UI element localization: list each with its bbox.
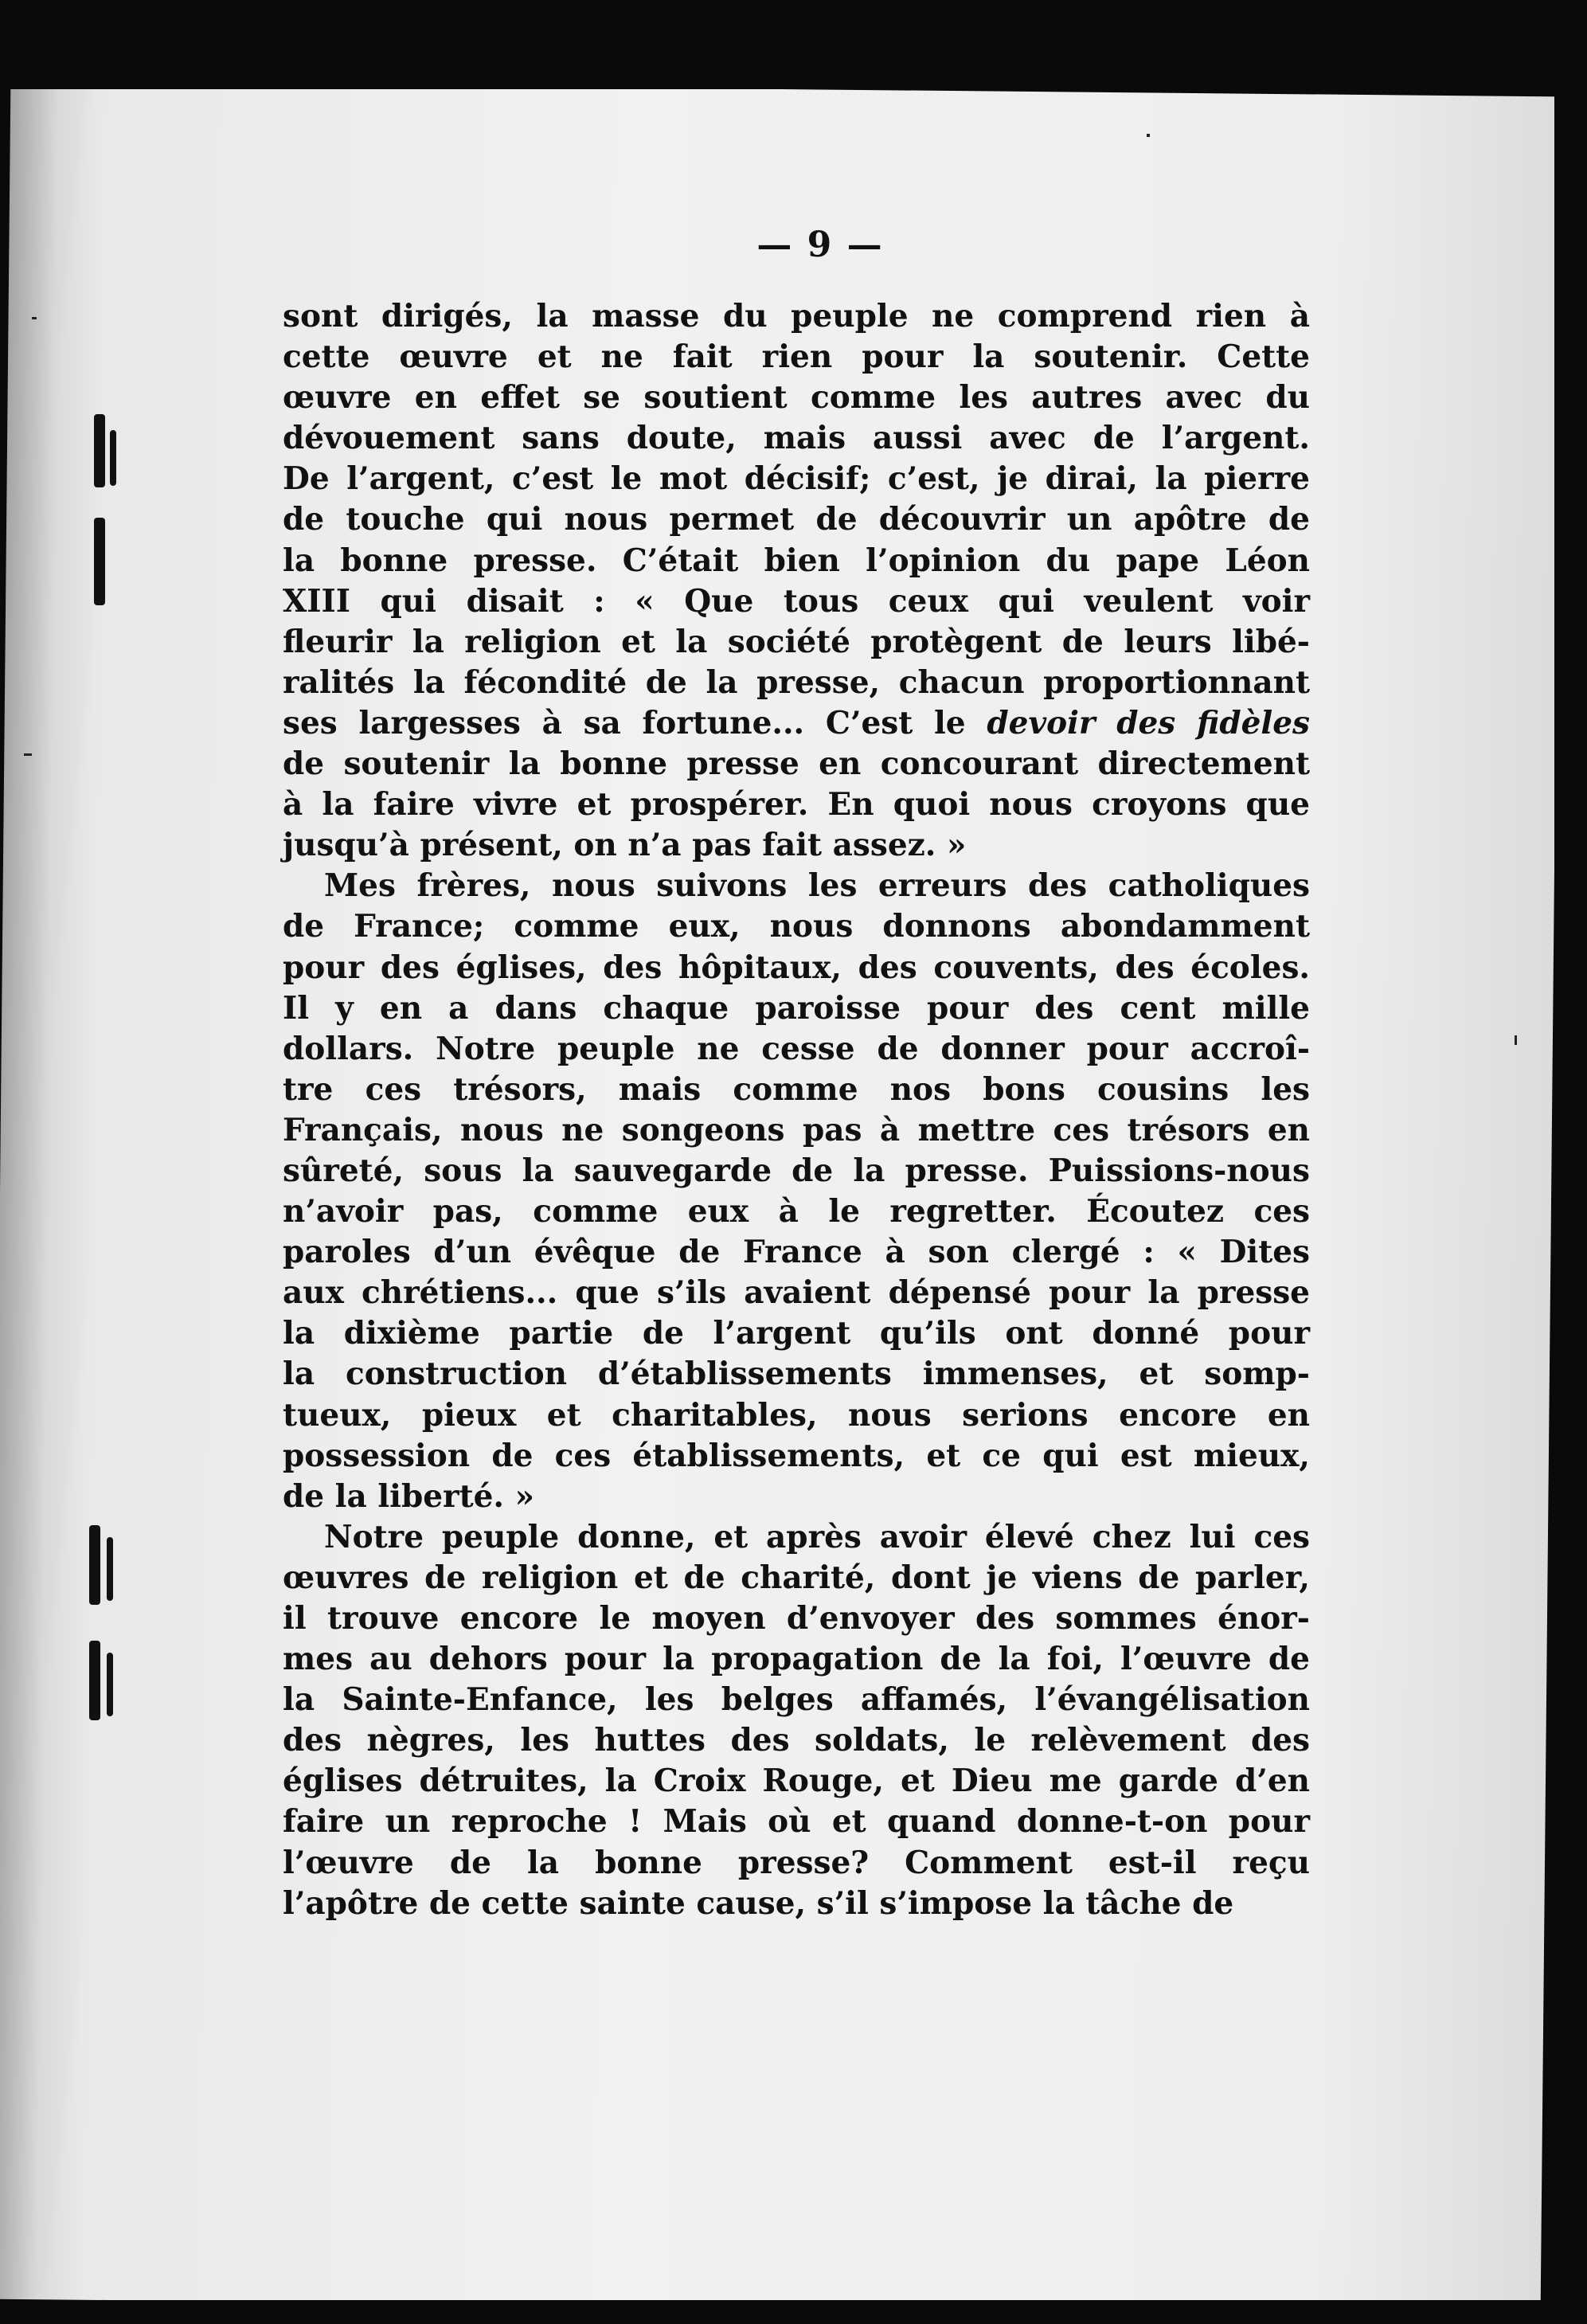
text-line: possession de ces établissements, et ce qui est mieux, [283,1437,1310,1474]
binding-mark [89,1525,100,1605]
binding-mark [110,430,116,486]
scan-speck [1515,1035,1517,1045]
italic-emphasis: devoir des fidèles [987,704,1310,741]
text-line: Mes frères, nous suivons les erreurs des catholiques [324,867,1310,905]
text-line: de touche qui nous permet de découvrir un apôtre de [283,501,1310,538]
page-edge-shadow [0,82,58,2299]
text-line: Il y en a dans chaque paroisse pour des cent mille [283,989,1310,1027]
text-line: des nègres, les huttes des soldats, le relèvement des [283,1722,1310,1759]
text-line: fleurir la religion et la société protègent de leurs libé- [283,623,1310,660]
text-line: la Sainte-Enfance, les belges affamés, l’évangélisation [283,1681,1310,1719]
text-line: dollars. Notre peuple ne cesse de donner pour accroî- [283,1030,1310,1067]
body-text [283,296,1310,2128]
top-scan-border [0,0,1587,89]
text-line: ses largesses à sa fortune... C’est le devoir des fidèles [283,704,1310,741]
binding-mark [94,414,105,487]
text-line: paroles d’un évêque de France à son clergé : « Dites [283,1234,1310,1271]
right-scan-border [1554,0,1587,2324]
text-line: pour des églises, des hôpitaux, des couvents, des écoles. [283,949,1310,986]
text-line: cette œuvre et ne fait rien pour la soutenir. Cette [283,338,1310,376]
text-line: sont dirigés, la masse du peuple ne comprend rien à [283,298,1310,335]
text-line: de la liberté. » [283,1477,534,1515]
text-line: mes au dehors pour la propagation de la foi, l’œuvre de [283,1641,1310,1678]
text-line: tueux, pieux et charitables, nous serions encore en [283,1396,1310,1434]
binding-mark [89,1641,100,1720]
bottom-scan-border [0,2300,1587,2324]
text-line: la dixième partie de l’argent qu’ils ont donné pour [283,1315,1310,1352]
text-line: n’avoir pas, comme eux à le regretter. Écoutez ces [283,1193,1310,1230]
text-line: Notre peuple donne, et après avoir élevé chez lui ces [324,1518,1310,1555]
binding-mark [107,1653,113,1716]
text-line: ralités la fécondité de la presse, chacun proportionnant [283,663,1310,701]
text-line: XIII qui disait : « Que tous ceux qui veulent voir [283,582,1310,620]
scan-speck [24,753,32,756]
text-line: l’apôtre de cette sainte cause, s’il s’impose la tâche de [283,1884,1234,1922]
text-line: faire un reproche ! Mais où et quand donne-t-on pour [283,1803,1310,1841]
text-line: la bonne presse. C’était bien l’opinion du pape Léon [283,542,1310,579]
text-line: l’œuvre de la bonne presse? Comment est-il reçu [283,1844,1310,1881]
text-line: à la faire vivre et prospérer. En quoi nous croyons que [283,786,1310,824]
text-line: tre ces trésors, mais comme nos bons cousins les [283,1070,1310,1108]
text-line: œuvres de religion et de charité, dont je viens de parler, [283,1559,1310,1596]
page-number: — 9 — [756,225,884,265]
text-line: dévouement sans doute, mais aussi avec de l’argent. [283,420,1310,457]
scan-speck [32,317,37,319]
text-line: la construction d’établissements immenses, et somp- [283,1356,1310,1393]
text-line: œuvre en effet se soutient comme les autres avec du [283,379,1310,417]
text-line: aux chrétiens... que s’ils avaient dépensé pour la presse [283,1274,1310,1312]
binding-mark [94,518,105,605]
text-line: Français, nous ne songeons pas à mettre ces trésors en [283,1111,1310,1148]
text-line: il trouve encore le moyen d’envoyer des sommes énor- [283,1600,1310,1637]
text-line: de soutenir la bonne presse en concourant directement [283,745,1310,783]
text-line: sûreté, sous la sauvegarde de la presse. Puissions-nous [283,1152,1310,1189]
text-line: églises détruites, la Croix Rouge, et Dieu me garde d’en [283,1763,1310,1800]
scan-speck [1147,134,1150,137]
text-line: De l’argent, c’est le mot décisif; c’est, je dirai, la pierre [283,460,1310,498]
text-line: de France; comme eux, nous donnons abondamment [283,908,1310,945]
binding-mark [107,1537,113,1601]
text-line: jusqu’à présent, on n’a pas fait assez. » [283,827,967,864]
